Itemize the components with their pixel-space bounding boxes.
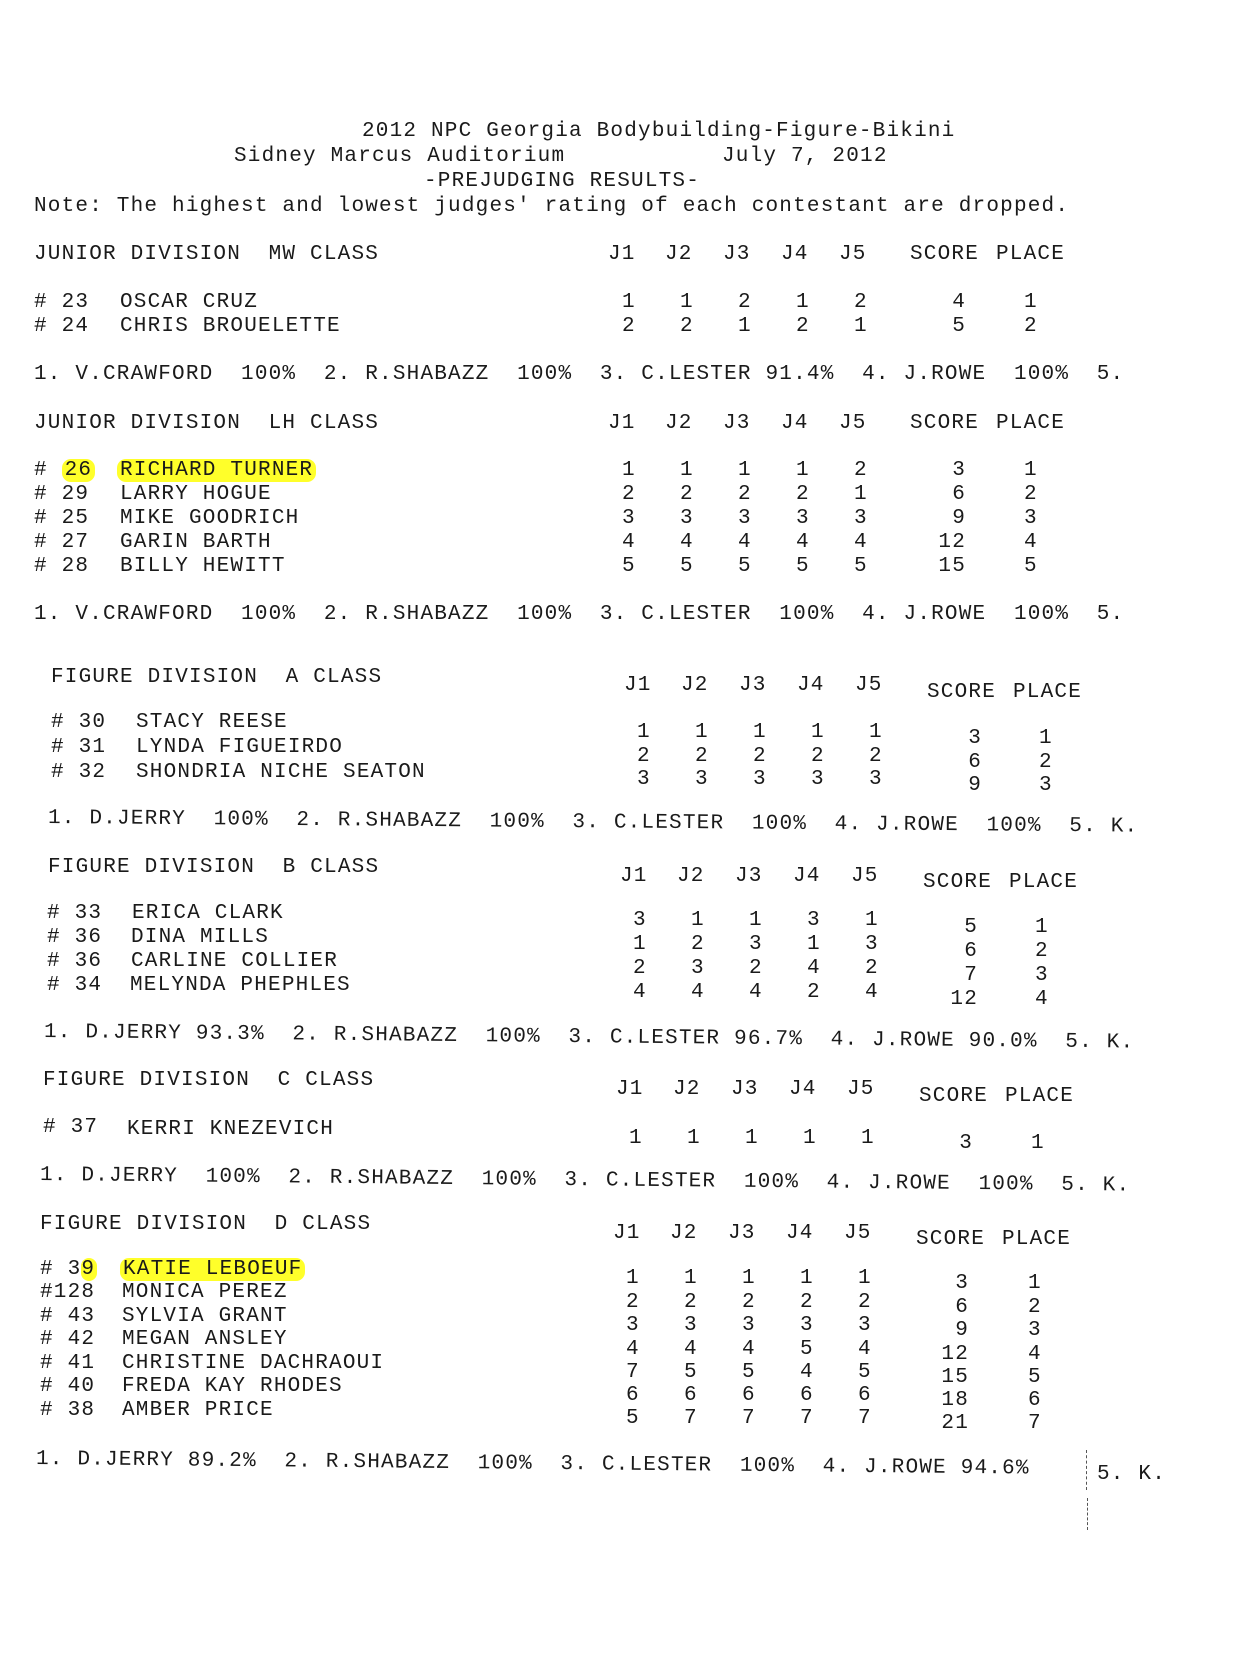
score: 3 <box>959 1132 973 1155</box>
judges-line: 1. D.JERRY 93.3% 2. R.SHABAZZ 100% 3. C.LESTER 96.7% 4. J.ROWE 90.0% 5. K. <box>43 1021 1135 1055</box>
place: 1 <box>1024 459 1038 482</box>
j4-rating: 2 <box>800 1291 814 1314</box>
j2-rating: 1 <box>691 909 705 932</box>
j5-rating: 1 <box>854 315 868 338</box>
contestant-number: # 36 <box>47 950 103 973</box>
j4-rating: 6 <box>800 1384 814 1407</box>
contestant-number: # 25 <box>34 507 90 530</box>
j1-rating: 4 <box>622 531 636 554</box>
place: 1 <box>1024 291 1038 314</box>
col-header-score: SCORE <box>923 871 993 894</box>
place: 2 <box>1024 483 1038 506</box>
col-header-j3: J3 <box>739 674 767 697</box>
contestant-number: # 29 <box>34 483 90 506</box>
col-header-j2: J2 <box>681 674 709 697</box>
table-row <box>0 531 1254 556</box>
col-header-place: PLACE <box>996 243 1066 266</box>
contestant-name: AMBER PRICE <box>122 1399 274 1422</box>
j4-rating: 4 <box>796 531 810 554</box>
col-header-place: PLACE <box>1005 1085 1075 1108</box>
j5-rating: 2 <box>858 1291 872 1314</box>
score: 3 <box>952 459 966 482</box>
j1-rating: 3 <box>626 1314 640 1337</box>
col-header-score: SCORE <box>916 1228 986 1251</box>
j3-rating: 1 <box>745 1127 759 1150</box>
venue: Sidney Marcus Auditorium <box>234 145 566 168</box>
col-header-j1: J1 <box>624 674 652 697</box>
contestant-number <box>34 459 95 482</box>
rating-row <box>0 1127 1254 1155</box>
j5-rating: 3 <box>865 933 879 956</box>
contestant-name: CARLINE COLLIER <box>131 950 339 973</box>
j1-rating: 4 <box>633 981 647 1004</box>
col-header-j2: J2 <box>665 243 693 266</box>
col-header-j2: J2 <box>677 865 705 888</box>
j3-rating: 1 <box>738 459 752 482</box>
contestant-name: SHONDRIA NICHE SEATON <box>136 761 426 784</box>
j1-rating: 2 <box>626 1291 640 1314</box>
score: 12 <box>941 1343 969 1366</box>
j2-rating: 2 <box>680 483 694 506</box>
j2-rating: 2 <box>695 745 709 768</box>
j1-rating: 1 <box>626 1267 640 1290</box>
j4-rating: 2 <box>796 315 810 338</box>
j1-rating: 4 <box>626 1338 640 1361</box>
section-title: FIGURE DIVISION A CLASS <box>51 666 383 689</box>
j2-rating: 5 <box>680 555 694 578</box>
j5-rating: 2 <box>869 745 883 768</box>
score: 3 <box>955 1272 969 1295</box>
j2-rating: 3 <box>695 768 709 791</box>
j4-rating: 4 <box>807 957 821 980</box>
score: 5 <box>964 916 978 939</box>
table-row <box>0 555 1254 580</box>
contestant-number: #128 <box>40 1281 96 1304</box>
j2-rating: 2 <box>680 315 694 338</box>
place: 1 <box>1028 1272 1042 1295</box>
col-header-place: PLACE <box>1009 871 1079 894</box>
j1-rating: 1 <box>622 291 636 314</box>
col-header-j3: J3 <box>723 412 751 435</box>
place: 2 <box>1028 1296 1042 1319</box>
col-header-place: PLACE <box>996 412 1066 435</box>
event-date: July 7, 2012 <box>722 145 888 168</box>
contestant-name: KERRI KNEZEVICH <box>127 1118 335 1141</box>
j4-rating: 7 <box>800 1407 814 1430</box>
j2-rating: 4 <box>680 531 694 554</box>
score: 18 <box>941 1389 969 1412</box>
j1-rating: 3 <box>637 768 651 791</box>
contestant-name: MELYNDA PHEPHLES <box>130 974 351 997</box>
j2-rating: 2 <box>684 1291 698 1314</box>
col-header-j3: J3 <box>723 243 751 266</box>
j4-rating: 3 <box>811 768 825 791</box>
score: 6 <box>955 1296 969 1319</box>
j1-rating: 1 <box>637 721 651 744</box>
place: 3 <box>1035 964 1049 987</box>
col-header-j2: J2 <box>665 412 693 435</box>
j4-rating: 2 <box>796 483 810 506</box>
j3-rating: 3 <box>749 933 763 956</box>
col-header-score: SCORE <box>927 681 997 704</box>
place: 4 <box>1035 988 1049 1011</box>
contestant-number: # 34 <box>47 974 103 997</box>
contestant-number: # 32 <box>51 761 107 784</box>
col-header-score: SCORE <box>910 412 980 435</box>
j2-rating: 2 <box>691 933 705 956</box>
contestant-name: MEGAN ANSLEY <box>122 1328 288 1351</box>
contestant-name-highlighted: RICHARD TURNER <box>117 459 316 482</box>
contestant-number: # 38 <box>40 1399 96 1422</box>
j4-rating: 2 <box>811 745 825 768</box>
j3-rating: 3 <box>753 768 767 791</box>
j5-rating: 4 <box>854 531 868 554</box>
j4-rating: 4 <box>800 1361 814 1384</box>
j4-rating: 3 <box>807 909 821 932</box>
j4-rating: 5 <box>796 555 810 578</box>
j5-rating: 1 <box>854 483 868 506</box>
j5-rating: 5 <box>858 1361 872 1384</box>
j2-rating: 3 <box>691 957 705 980</box>
contestant-name: MIKE GOODRICH <box>120 507 300 530</box>
contestant-name: BILLY HEWITT <box>120 555 286 578</box>
col-header-place: PLACE <box>1002 1228 1072 1251</box>
j1-rating: 2 <box>637 745 651 768</box>
document-title: 2012 NPC Georgia Bodybuilding-Figure-Bikini <box>362 120 956 143</box>
place: 3 <box>1028 1319 1042 1342</box>
score: 3 <box>968 727 982 750</box>
place: 5 <box>1024 555 1038 578</box>
j4-rating: 1 <box>803 1127 817 1150</box>
j2-rating: 4 <box>691 981 705 1004</box>
j5-rating: 4 <box>858 1338 872 1361</box>
place: 4 <box>1024 531 1038 554</box>
judges-line: 1. D.JERRY 100% 2. R.SHABAZZ 100% 3. C.LESTER 100% 4. J.ROWE 100% 5. K. <box>47 807 1139 839</box>
fold-mark <box>1087 1498 1088 1530</box>
j3-rating: 1 <box>738 315 752 338</box>
table-row <box>0 507 1254 532</box>
rating-row <box>0 981 1254 1011</box>
judges-line: 1. D.JERRY 89.2% 2. R.SHABAZZ 100% 3. C.LESTER 100% 4. J.ROWE 94.6% <box>35 1448 1030 1481</box>
place: 2 <box>1039 751 1053 774</box>
j4-rating: 1 <box>807 933 821 956</box>
section-title: FIGURE DIVISION B CLASS <box>48 856 380 879</box>
score: 21 <box>941 1412 969 1435</box>
j2-rating: 1 <box>687 1127 701 1150</box>
highlighted-number: 26 <box>62 459 96 482</box>
j4-rating: 1 <box>796 291 810 314</box>
j5-rating: 2 <box>865 957 879 980</box>
score: 4 <box>952 291 966 314</box>
j5-rating: 3 <box>854 507 868 530</box>
j3-rating: 5 <box>742 1361 756 1384</box>
judges-line: 1. V.CRAWFORD 100% 2. R.SHABAZZ 100% 3. C.LESTER 91.4% 4. J.ROWE 100% 5. <box>34 363 1125 386</box>
place: 2 <box>1035 940 1049 963</box>
j2-rating: 6 <box>684 1384 698 1407</box>
table-row <box>0 291 1254 316</box>
j2-rating: 1 <box>680 291 694 314</box>
place: 1 <box>1035 916 1049 939</box>
j2-rating: 1 <box>695 721 709 744</box>
j3-rating: 1 <box>742 1267 756 1290</box>
contestant-number: # 37 <box>43 1116 99 1139</box>
j5-rating: 6 <box>858 1384 872 1407</box>
contestant-number: # 30 <box>51 711 107 734</box>
contestant-name: SYLVIA GRANT <box>122 1305 288 1328</box>
contestant-number: # 24 <box>34 315 90 338</box>
judges-line: 1. D.JERRY 100% 2. R.SHABAZZ 100% 3. C.LESTER 100% 4. J.ROWE 100% 5. K. <box>39 1164 1131 1198</box>
table-row-highlighted <box>0 459 1254 484</box>
j1-rating: 6 <box>626 1384 640 1407</box>
j3-rating: 6 <box>742 1384 756 1407</box>
contestant-number: # 33 <box>47 902 103 925</box>
j3-rating: 2 <box>738 291 752 314</box>
contestant-name: CHRISTINE DACHRAOUI <box>122 1352 385 1375</box>
col-header-j4: J4 <box>797 674 825 697</box>
j5-rating: 5 <box>854 555 868 578</box>
j1-rating: 7 <box>626 1361 640 1384</box>
j1-rating: 3 <box>633 909 647 932</box>
col-header-j5: J5 <box>844 1222 872 1245</box>
j4-rating: 3 <box>796 507 810 530</box>
highlighted-number: 9 <box>81 1258 96 1281</box>
col-header-j1: J1 <box>616 1078 644 1101</box>
col-header-score: SCORE <box>910 243 980 266</box>
place: 4 <box>1028 1343 1042 1366</box>
col-header-j2: J2 <box>673 1078 701 1101</box>
rating-row <box>0 768 1254 797</box>
j5-rating: 7 <box>858 1407 872 1430</box>
j5-rating: 1 <box>858 1267 872 1290</box>
contestant-name: FREDA KAY RHODES <box>122 1375 343 1398</box>
note: Note: The highest and lowest judges' rating of each contestant are dropped. <box>34 195 1070 218</box>
col-header-j5: J5 <box>839 243 867 266</box>
score: 6 <box>952 483 966 506</box>
place: 3 <box>1024 507 1038 530</box>
fold-mark <box>1086 1450 1087 1490</box>
score: 7 <box>964 964 978 987</box>
score: 9 <box>955 1319 969 1342</box>
place: 1 <box>1039 727 1053 750</box>
col-header-j4: J4 <box>781 243 809 266</box>
j5-rating: 4 <box>865 981 879 1004</box>
j5-rating: 1 <box>861 1127 875 1150</box>
score: 6 <box>964 940 978 963</box>
section-title: JUNIOR DIVISION MW CLASS <box>34 243 380 266</box>
j3-rating: 2 <box>753 745 767 768</box>
j5-rating: 1 <box>869 721 883 744</box>
contestant-name: GARIN BARTH <box>120 531 272 554</box>
score: 6 <box>968 751 982 774</box>
number-prefix: # <box>34 459 62 482</box>
col-header-j1: J1 <box>620 865 648 888</box>
j5-rating: 2 <box>854 291 868 314</box>
score: 12 <box>938 531 966 554</box>
place: 5 <box>1028 1366 1042 1389</box>
place: 1 <box>1031 1132 1045 1155</box>
judges-line-tail: 5. K. <box>1097 1463 1167 1486</box>
col-header-j1: J1 <box>608 243 636 266</box>
j1-rating: 2 <box>622 483 636 506</box>
contestant-name: STACY REESE <box>136 711 288 734</box>
contestant-name: LARRY HOGUE <box>120 483 272 506</box>
j3-rating: 7 <box>742 1407 756 1430</box>
col-header-j3: J3 <box>731 1078 759 1101</box>
score: 12 <box>950 988 978 1011</box>
table-row <box>0 315 1254 340</box>
col-header-place: PLACE <box>1013 681 1083 704</box>
j4-rating: 3 <box>800 1314 814 1337</box>
score: 9 <box>952 507 966 530</box>
contestant-name: OSCAR CRUZ <box>120 291 259 314</box>
j3-rating: 4 <box>749 981 763 1004</box>
contestant-name: MONICA PEREZ <box>122 1281 288 1304</box>
j3-rating: 4 <box>742 1338 756 1361</box>
place: 3 <box>1039 774 1053 797</box>
contestant-number: # 41 <box>40 1352 96 1375</box>
col-header-j4: J4 <box>789 1078 817 1101</box>
j5-rating: 1 <box>865 909 879 932</box>
contestant-number: # 43 <box>40 1305 96 1328</box>
j3-rating: 1 <box>749 909 763 932</box>
col-header-j5: J5 <box>847 1078 875 1101</box>
contestant-number: # 23 <box>34 291 90 314</box>
contestant-number: # 42 <box>40 1328 96 1351</box>
score: 5 <box>952 315 966 338</box>
number-prefix: # 3 <box>40 1258 82 1281</box>
j1-rating: 1 <box>633 933 647 956</box>
col-header-j5: J5 <box>851 865 879 888</box>
section-title: JUNIOR DIVISION LH CLASS <box>34 412 380 435</box>
contestant-name: DINA MILLS <box>131 926 270 949</box>
judges-line: 1. V.CRAWFORD 100% 2. R.SHABAZZ 100% 3. C.LESTER 100% 4. J.ROWE 100% 5. <box>34 603 1125 626</box>
contestant-name-highlighted: KATIE LEBOEUF <box>120 1258 305 1281</box>
j1-rating: 2 <box>622 315 636 338</box>
col-header-score: SCORE <box>919 1085 989 1108</box>
contestant-name: ERICA CLARK <box>132 902 284 925</box>
j3-rating: 3 <box>738 507 752 530</box>
contestant-number: # 28 <box>34 555 90 578</box>
col-header-j3: J3 <box>728 1222 756 1245</box>
j2-rating: 1 <box>684 1267 698 1290</box>
col-header-j1: J1 <box>608 412 636 435</box>
contestant-name: CHRIS BROUELETTE <box>120 315 341 338</box>
contestant-name: LYNDA FIGUEIRDO <box>136 736 344 759</box>
j3-rating: 2 <box>749 957 763 980</box>
col-header-j2: J2 <box>670 1222 698 1245</box>
j1-rating: 1 <box>622 459 636 482</box>
col-header-j4: J4 <box>793 865 821 888</box>
contestant-number: # 31 <box>51 736 107 759</box>
rating-row <box>0 1407 1254 1435</box>
j1-rating: 5 <box>622 555 636 578</box>
j5-rating: 3 <box>858 1314 872 1337</box>
j1-rating: 5 <box>626 1407 640 1430</box>
j5-rating: 3 <box>869 768 883 791</box>
j3-rating: 2 <box>738 483 752 506</box>
j5-rating: 2 <box>854 459 868 482</box>
col-header-j4: J4 <box>786 1222 814 1245</box>
place: 6 <box>1028 1389 1042 1412</box>
score: 9 <box>968 774 982 797</box>
j4-rating: 2 <box>807 981 821 1004</box>
col-header-j1: J1 <box>613 1222 641 1245</box>
contestant-number: # 40 <box>40 1375 96 1398</box>
document-subtitle: -PREJUDGING RESULTS- <box>424 170 701 193</box>
score: 15 <box>938 555 966 578</box>
j3-rating: 2 <box>742 1291 756 1314</box>
contestant-number: # 27 <box>34 531 90 554</box>
place: 2 <box>1024 315 1038 338</box>
j3-rating: 3 <box>742 1314 756 1337</box>
j2-rating: 7 <box>684 1407 698 1430</box>
section-title: FIGURE DIVISION D CLASS <box>40 1213 372 1236</box>
j1-rating: 3 <box>622 507 636 530</box>
score: 15 <box>941 1366 969 1389</box>
j4-rating: 5 <box>800 1338 814 1361</box>
col-header-j5: J5 <box>839 412 867 435</box>
col-header-j3: J3 <box>735 865 763 888</box>
j2-rating: 4 <box>684 1338 698 1361</box>
j4-rating: 1 <box>796 459 810 482</box>
section-title: FIGURE DIVISION C CLASS <box>43 1069 375 1092</box>
j1-rating: 1 <box>629 1127 643 1150</box>
j2-rating: 3 <box>684 1314 698 1337</box>
j2-rating: 3 <box>680 507 694 530</box>
place: 7 <box>1028 1412 1042 1435</box>
j3-rating: 1 <box>753 721 767 744</box>
j4-rating: 1 <box>811 721 825 744</box>
j2-rating: 5 <box>684 1361 698 1384</box>
contestant-number: # 36 <box>47 926 103 949</box>
table-row <box>0 483 1254 508</box>
col-header-j4: J4 <box>781 412 809 435</box>
col-header-j5: J5 <box>855 674 883 697</box>
j4-rating: 1 <box>800 1267 814 1290</box>
j3-rating: 4 <box>738 531 752 554</box>
j2-rating: 1 <box>680 459 694 482</box>
j1-rating: 2 <box>633 957 647 980</box>
j3-rating: 5 <box>738 555 752 578</box>
